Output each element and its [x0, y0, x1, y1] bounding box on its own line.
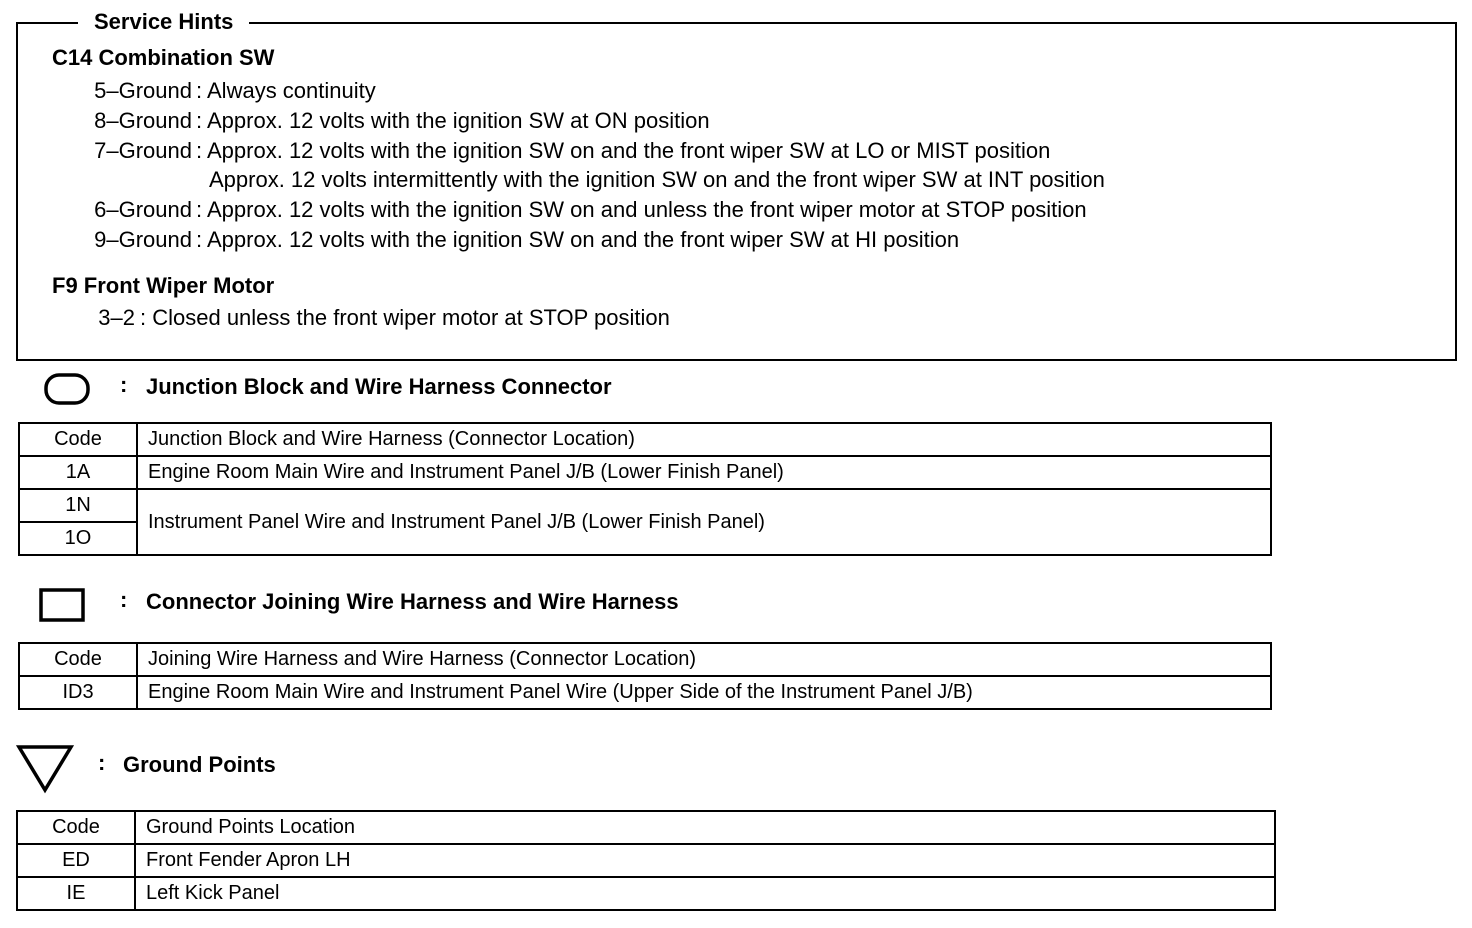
- table-cell-desc: Engine Room Main Wire and Instrument Panel Wire (Upper Side of the Instrument Panel J/B): [137, 676, 1271, 709]
- table-row: [19, 489, 1271, 522]
- table-cell-desc: Front Fender Apron LH: [135, 844, 1275, 877]
- table-header-code: Code: [19, 643, 137, 676]
- down-triangle-icon: [16, 744, 74, 794]
- hint-pin: 6–Ground: [94, 197, 192, 222]
- hint-pin: 9–Ground: [94, 227, 192, 252]
- hint-text: Approx. 12 volts intermittently with the ignition SW on and the front wiper SW at INT position: [209, 167, 1105, 192]
- rectangle-icon: [39, 588, 85, 622]
- rounded-rectangle-icon: [44, 373, 90, 405]
- table-header-code: Code: [19, 423, 137, 456]
- hint-text: : Always continuity: [196, 78, 376, 103]
- hint-pin: 7–Ground: [94, 138, 192, 163]
- junction-block-table: [18, 422, 1272, 556]
- hint-text: : Approx. 12 volts with the ignition SW on and the front wiper SW at HI position: [196, 227, 960, 252]
- hint-text: : Approx. 12 volts with the ignition SW on and the front wiper SW at LO or MIST position: [196, 138, 1051, 163]
- section-colon: :: [120, 372, 128, 397]
- ground-points-table: [16, 810, 1276, 911]
- table-cell-code: 1O: [19, 522, 137, 555]
- section-colon: :: [120, 587, 128, 612]
- table-row: [19, 456, 1271, 489]
- hint-text: : Approx. 12 volts with the ignition SW on and unless the front wiper motor at STOP position: [196, 197, 1087, 222]
- table-cell-code: ID3: [19, 676, 137, 709]
- table-cell-desc: Engine Room Main Wire and Instrument Panel J/B (Lower Finish Panel): [137, 456, 1271, 489]
- service-hints-title: Service Hints: [78, 8, 249, 36]
- table-header-row: [19, 643, 1271, 676]
- hint-pin: 3–2: [98, 305, 135, 330]
- table-cell-code: ED: [17, 844, 135, 877]
- hint-text: : Closed unless the front wiper motor at STOP position: [140, 305, 670, 330]
- table-row: [19, 676, 1271, 709]
- table-row: [17, 877, 1275, 910]
- joining-connector-table: [18, 642, 1272, 710]
- table-cell-code: 1N: [19, 489, 137, 522]
- table-header-desc: Junction Block and Wire Harness (Connector Location): [137, 423, 1271, 456]
- component-heading-f9: F9 Front Wiper Motor: [52, 273, 275, 298]
- table-header-row: [19, 423, 1271, 456]
- table-row: [17, 844, 1275, 877]
- section-colon: :: [98, 750, 106, 775]
- hint-pin: 8–Ground: [94, 108, 192, 133]
- table-header-code: Code: [17, 811, 135, 844]
- table-header-desc: Ground Points Location: [135, 811, 1275, 844]
- table-cell-desc: Instrument Panel Wire and Instrument Panel J/B (Lower Finish Panel): [137, 489, 1271, 555]
- hint-text: : Approx. 12 volts with the ignition SW at ON position: [196, 108, 710, 133]
- component-heading-c14: C14 Combination SW: [52, 45, 275, 70]
- table-cell-code: IE: [17, 877, 135, 910]
- table-header-row: [17, 811, 1275, 844]
- junction-block-heading: Junction Block and Wire Harness Connector: [146, 374, 612, 399]
- table-cell-code: 1A: [19, 456, 137, 489]
- table-header-desc: Joining Wire Harness and Wire Harness (Connector Location): [137, 643, 1271, 676]
- table-cell-desc: Left Kick Panel: [135, 877, 1275, 910]
- joining-connector-heading: Connector Joining Wire Harness and Wire Harness: [146, 589, 679, 614]
- ground-points-heading: Ground Points: [123, 752, 276, 777]
- hint-pin: 5–Ground: [94, 78, 192, 103]
